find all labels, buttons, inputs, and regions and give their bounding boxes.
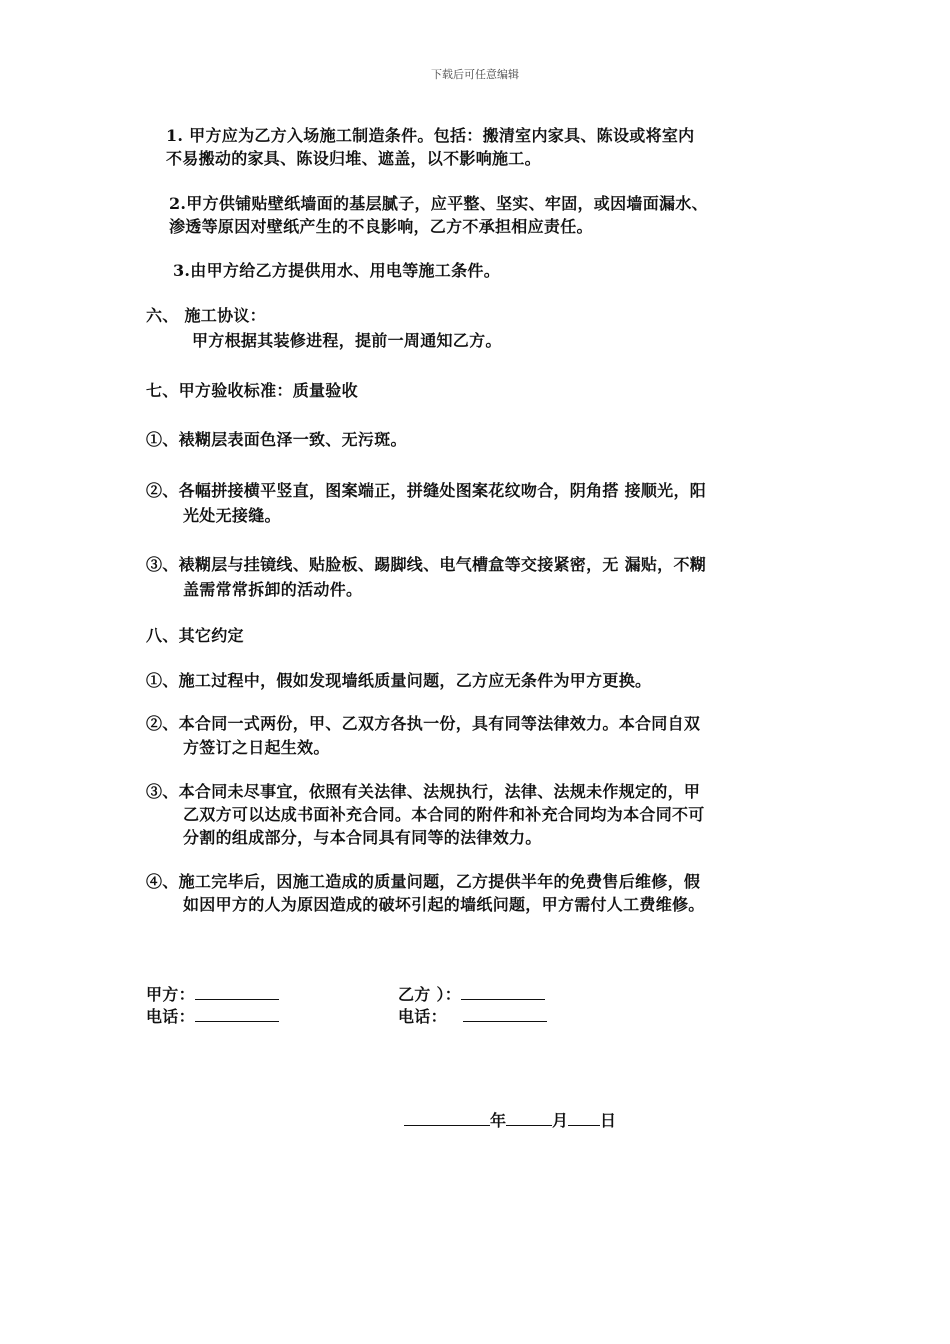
phone-b-label: 电话： [398,1007,447,1026]
clause-8-4-line-2: 如因甲方的人为原因造成的破坏引起的墙纸问题，甲方需付人工费维修。 [183,895,705,914]
phone-a-label: 电话： [146,1007,195,1026]
section-6-body: 甲方根据其装修进程，提前一周通知乙方。 [192,331,502,350]
party-b-label: 乙方 ）： [398,985,462,1004]
party-a-blank [195,985,279,1000]
clause-8-3-line-2: 乙双方可以达成书面补充合同。本合同的附件和补充合同均为本合同不可 [183,805,705,824]
clause-8-3-line-3: 分割的组成部分，与本合同具有同等的法律效力。 [183,828,542,847]
clause-7-3-line-1: ③、裱糊层与挂镜线、贴脸板、踢脚线、电气槽盒等交接紧密，无 漏贴，不糊 [146,555,707,574]
day-blank [568,1111,600,1126]
page-header: 下载后可任意编辑 [431,68,519,81]
clause-5-3: 3.由甲方给乙方提供用水、用电等施工条件。 [173,261,501,280]
day-label: 日 [600,1111,617,1130]
signing-date [404,1108,616,1131]
clause-5-2-line-2: 渗透等原因对壁纸产生的不良影响，乙方不承担相应责任。 [169,217,593,236]
section-7-title: 七、甲方验收标准：质量验收 [146,381,358,400]
month-label: 月 [552,1111,569,1130]
clause-5-2-line-1: 2.甲方供铺贴壁纸墙面的基层腻子，应平整、坚实、牢固，或因墙面漏水、 [169,194,708,213]
clause-7-1: ①、裱糊层表面色泽一致、无污斑。 [146,430,407,449]
clause-8-1: ①、施工过程中，假如发现墙纸质量问题，乙方应无条件为甲方更换。 [146,671,652,690]
clause-8-4-line-1: ④、施工完毕后，因施工造成的质量问题，乙方提供半年的免费售后维修，假 [146,872,701,891]
section-8-title: 八、其它约定 [146,626,244,645]
party-a-label: 甲方： [146,985,195,1004]
party-b-signature [398,985,545,1005]
year-label: 年 [490,1111,507,1130]
month-blank [506,1111,552,1126]
party-a-phone [146,1007,279,1027]
phone-b-blank [463,1007,547,1022]
clause-7-2-line-2: 光处无接缝。 [183,506,281,525]
clause-8-2-line-1: ②、本合同一式两份，甲、乙双方各执一份，具有同等法律效力。本合同自双 [146,714,701,733]
clause-7-2-line-1: ②、各幅拼接横平竖直，图案端正，拼缝处图案花纹吻合，阴角搭 接顺光，阳 [146,481,707,500]
clause-7-3-line-2: 盖需常常拆卸的活动件。 [183,580,363,599]
phone-a-blank [195,1007,279,1022]
clause-8-3-line-1: ③、本合同未尽事宜，依照有关法律、法规执行，法律、法规未作规定的，甲 [146,782,701,801]
party-b-blank [461,985,545,1000]
clause-8-2-line-2: 方签订之日起生效。 [183,738,330,757]
year-blank [404,1111,490,1126]
clause-5-1-line-2: 不易搬动的家具、陈设归堆、遮盖，以不影响施工。 [166,149,541,168]
party-b-phone [398,1007,547,1027]
clause-5-1-line-1: 1. 甲方应为乙方入场施工制造条件。包括：搬清室内家具、陈设或将室内 [166,126,695,145]
section-6-title: 六、 施工协议： [146,306,266,325]
party-a-signature [146,985,279,1005]
